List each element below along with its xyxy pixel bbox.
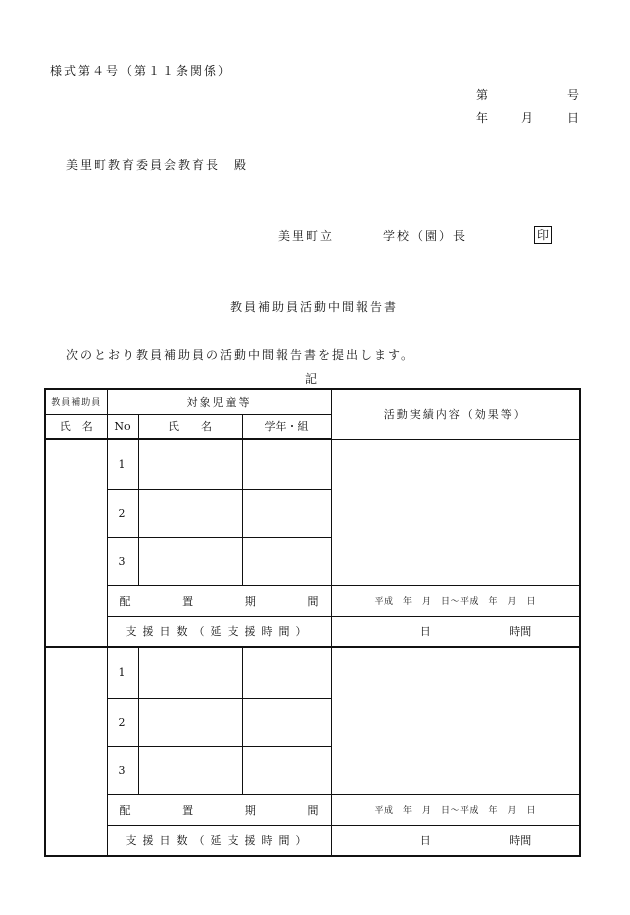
support-days-label: 支援日数（延支援時間） <box>107 616 331 647</box>
head-grade: 学年・組 <box>242 414 331 439</box>
student-name-cell[interactable] <box>138 489 242 537</box>
row-number: 2 <box>107 489 138 537</box>
placement-period-row <box>45 585 580 616</box>
row-number: 1 <box>107 439 138 489</box>
grade-class-cell[interactable] <box>242 698 331 746</box>
support-days-value[interactable] <box>331 616 580 647</box>
support-days-label: 支援日数（延支援時間） <box>107 825 331 856</box>
seal-mark: 印 <box>534 226 552 244</box>
form-number: 様式第４号（第１１条関係） <box>50 64 233 78</box>
period-char: 置 <box>182 594 194 608</box>
row-number: 3 <box>107 746 138 794</box>
assistant-name-cell[interactable] <box>45 439 107 647</box>
student-name-cell[interactable] <box>138 746 242 794</box>
support-hours-unit: 時間 <box>509 834 532 848</box>
period-char: 期 <box>244 803 256 817</box>
support-day-unit: 日 <box>419 834 431 848</box>
period-char: 置 <box>182 803 194 817</box>
grade-class-cell[interactable] <box>242 489 331 537</box>
head-no: No <box>107 414 138 439</box>
placement-period-label <box>107 585 331 616</box>
activity-content-cell[interactable] <box>331 647 580 794</box>
row-number: 3 <box>107 537 138 585</box>
grade-class-cell[interactable] <box>242 647 331 698</box>
head-assistant-bottom: 氏 名 <box>45 414 107 439</box>
grade-class-cell[interactable] <box>242 746 331 794</box>
ki-heading: 記 <box>305 372 318 386</box>
head-assistant-top: 教員補助員 <box>45 389 107 414</box>
row-number: 1 <box>107 647 138 698</box>
date-day: 日 <box>567 111 580 125</box>
support-days-row <box>45 825 580 856</box>
sender-school-suffix: 学校（園）長 <box>383 229 468 243</box>
document-title: 教員補助員活動中間報告書 <box>230 300 399 314</box>
table-row <box>45 439 580 489</box>
support-days-row <box>45 616 580 647</box>
addressee: 美里町教育委員会教育長 殿 <box>66 158 249 172</box>
date-year: 年 <box>476 111 489 125</box>
student-name-cell[interactable] <box>138 537 242 585</box>
placement-period-row <box>45 794 580 825</box>
period-char: 間 <box>307 803 319 817</box>
support-days-value[interactable] <box>331 825 580 856</box>
student-name-cell[interactable] <box>138 647 242 698</box>
intro-text: 次のとおり教員補助員の活動中間報告書を提出します。 <box>66 348 416 362</box>
placement-period-value[interactable]: 平成 年 月 日～平成 年 月 日 <box>331 585 580 616</box>
table-row <box>45 647 580 698</box>
placement-period-label <box>107 794 331 825</box>
grade-class-cell[interactable] <box>242 439 331 489</box>
placement-period-value[interactable]: 平成 年 月 日～平成 年 月 日 <box>331 794 580 825</box>
document-number-prefix: 第 <box>476 88 489 102</box>
student-name-cell[interactable] <box>138 439 242 489</box>
table-header-row-top <box>45 389 580 414</box>
document-number-suffix: 号 <box>567 88 580 102</box>
report-table <box>44 388 581 857</box>
period-char: 間 <box>307 594 319 608</box>
student-name-cell[interactable] <box>138 698 242 746</box>
head-activity: 活動実績内容（効果等） <box>331 389 580 439</box>
period-char: 配 <box>119 594 131 608</box>
support-hours-unit: 時間 <box>509 625 532 639</box>
row-number: 2 <box>107 698 138 746</box>
head-target: 対象児童等 <box>107 389 331 414</box>
support-day-unit: 日 <box>419 625 431 639</box>
assistant-name-cell[interactable] <box>45 647 107 856</box>
activity-content-cell[interactable] <box>331 439 580 585</box>
date-month: 月 <box>521 111 534 125</box>
period-char: 配 <box>119 803 131 817</box>
head-name: 氏 名 <box>138 414 242 439</box>
period-char: 期 <box>244 594 256 608</box>
grade-class-cell[interactable] <box>242 537 331 585</box>
sender-school-prefix: 美里町立 <box>278 229 335 243</box>
